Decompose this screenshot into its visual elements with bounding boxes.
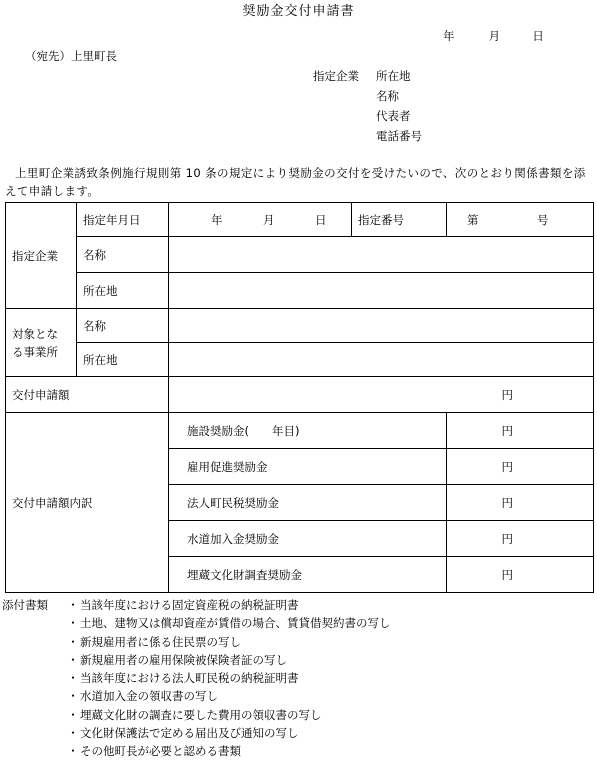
breakdown-yen-facility: 円 bbox=[447, 413, 594, 449]
target-office-label bbox=[6, 309, 77, 377]
attachment-item: 当該年度における法人町民税の納税証明書 bbox=[80, 671, 299, 686]
application-date bbox=[443, 28, 544, 44]
applicant-field-address: 所在地 bbox=[376, 69, 411, 83]
bullet: ・ bbox=[67, 634, 79, 649]
breakdown-item-employment: 雇用促進奨励金 bbox=[169, 449, 447, 485]
applicant-field-phone: 電話番号 bbox=[376, 129, 422, 143]
attachments-label: 添付書類 bbox=[2, 598, 48, 612]
breakdown-item-water: 水道加入金奨励金 bbox=[169, 521, 447, 557]
bullet: ・ bbox=[67, 616, 79, 631]
designation-number-prefix: 第 bbox=[467, 212, 479, 227]
breakdown-item-heritage: 埋蔵文化財調査奨励金 bbox=[169, 557, 447, 593]
bullet: ・ bbox=[67, 744, 79, 759]
bullet: ・ bbox=[67, 726, 79, 741]
breakdown-yen-water: 円 bbox=[447, 521, 594, 557]
bullet: ・ bbox=[67, 598, 79, 612]
bullet: ・ bbox=[67, 652, 79, 667]
target-office-label-line1: 対象とな bbox=[12, 326, 58, 341]
designated-company-label: 指定企業 bbox=[6, 203, 77, 309]
designation-number-suffix: 号 bbox=[537, 212, 549, 227]
designation-date-value bbox=[169, 203, 352, 237]
breakdown-item-facility: 施設奨励金( 年目) bbox=[169, 413, 447, 449]
date-month: 月 bbox=[488, 29, 501, 43]
attachment-item: 当該年度における固定資産税の納税証明書 bbox=[80, 598, 299, 612]
applicant-group-label: 指定企業 bbox=[313, 69, 359, 83]
company-address-label: 所在地 bbox=[77, 273, 169, 309]
breakdown-yen-employment: 円 bbox=[447, 449, 594, 485]
designation-number-value bbox=[447, 203, 594, 237]
addressee: （宛先）上里町長 bbox=[25, 49, 117, 63]
attachment-item: 新規雇用者に係る住民票の写し bbox=[80, 634, 241, 649]
applicant-field-representative: 代表者 bbox=[376, 109, 411, 123]
designation-date-label: 指定年月日 bbox=[77, 203, 169, 237]
company-name-label: 名称 bbox=[77, 237, 169, 273]
amount-label: 交付申請額 bbox=[6, 377, 169, 413]
designation-number-label: 指定番号 bbox=[352, 203, 447, 237]
applicant-field-name: 名称 bbox=[376, 89, 399, 103]
document-title: 奨励金交付申請書 bbox=[242, 4, 355, 19]
office-name-value bbox=[169, 309, 594, 343]
attachment-item: 水道加入金の領収書の写し bbox=[80, 689, 218, 704]
breakdown-item-corporate-tax: 法人町民税奨励金 bbox=[169, 485, 447, 521]
company-address-value bbox=[169, 273, 594, 309]
date-day: 日 bbox=[532, 29, 544, 43]
attachment-item: 土地、建物又は償却資産が賃借の場合、賃貸借契約書の写し bbox=[80, 616, 391, 631]
company-name-value bbox=[169, 237, 594, 273]
applicant-block bbox=[313, 66, 422, 146]
attachment-item: 埋蔵文化財の調査に要した費用の領収書の写し bbox=[80, 707, 322, 722]
office-name-label: 名称 bbox=[77, 309, 169, 343]
bullet: ・ bbox=[67, 689, 79, 704]
amount-yen: 円 bbox=[169, 377, 594, 413]
office-address-value bbox=[169, 343, 594, 377]
date-year: 年 bbox=[443, 29, 455, 43]
designation-year: 年 bbox=[211, 212, 223, 227]
target-office-label-line2: る事業所 bbox=[12, 344, 58, 359]
attachment-item: 文化財保護法で定める届出及び通知の写し bbox=[80, 726, 299, 741]
office-address-label: 所在地 bbox=[77, 343, 169, 377]
attachment-item: その他町長が必要と認める書類 bbox=[80, 744, 241, 759]
designation-day: 日 bbox=[315, 212, 327, 227]
breakdown-yen-corporate-tax: 円 bbox=[447, 485, 594, 521]
attachment-item: 新規雇用者の雇用保険被保険者証の写し bbox=[80, 652, 287, 667]
intro-paragraph: 上里町企業誘致条例施行規則第 10 条の規定により奨励金の交付を受けたいので、次のとおり関係書類を添えて申請します。 bbox=[5, 166, 586, 198]
application-table bbox=[5, 202, 594, 593]
breakdown-label: 交付申請額内訳 bbox=[6, 413, 169, 593]
designation-month: 月 bbox=[263, 212, 275, 227]
bullet: ・ bbox=[67, 671, 79, 686]
breakdown-yen-heritage: 円 bbox=[447, 557, 594, 593]
bullet: ・ bbox=[67, 707, 79, 722]
attachments-list bbox=[2, 596, 391, 761]
